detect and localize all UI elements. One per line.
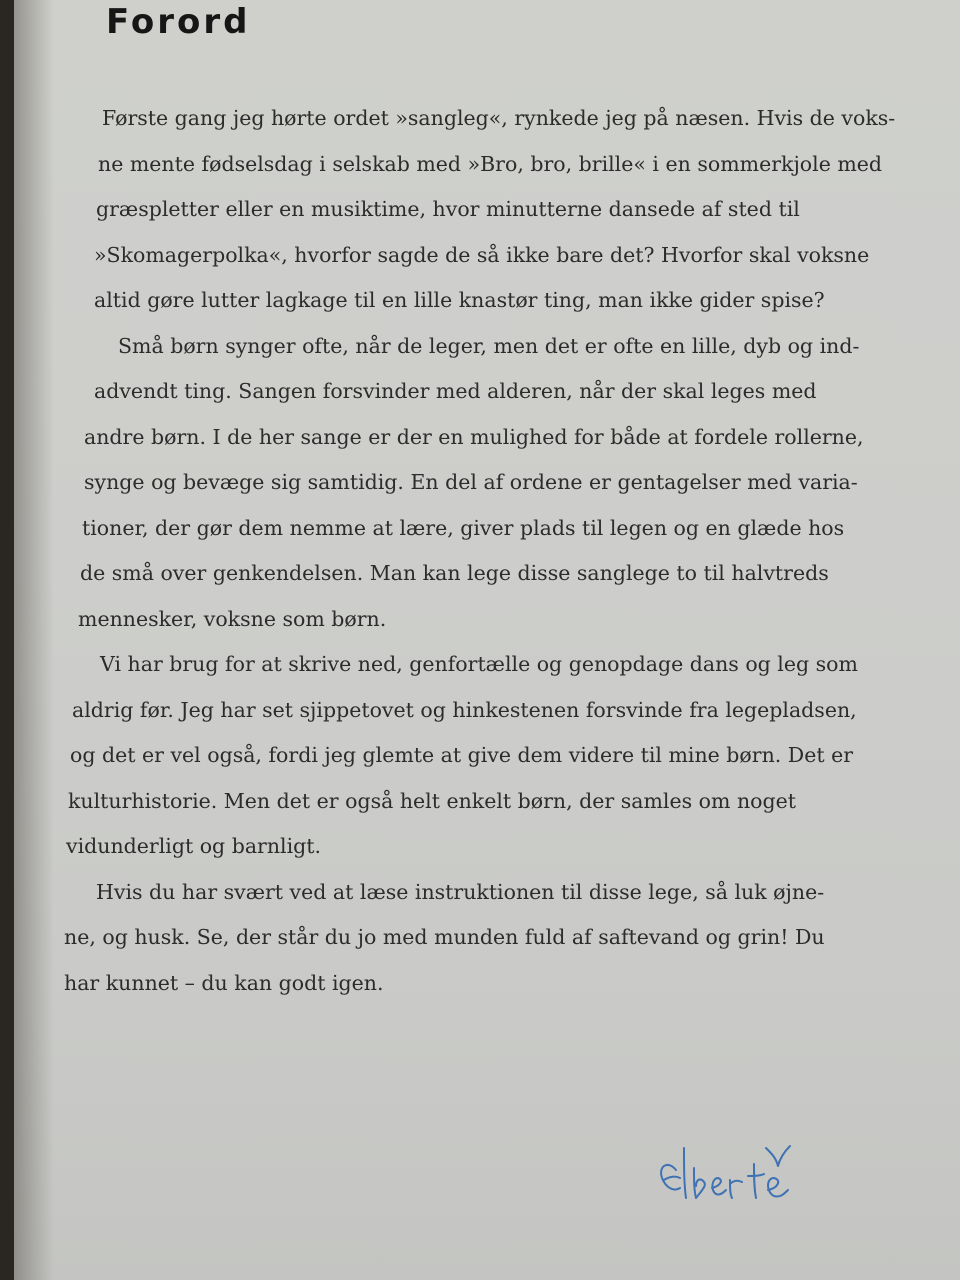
- text-line: Hvis du har svært ved at læse instruktionen til disse lege, så luk øjne-: [96, 879, 825, 904]
- text-line: tioner, der gør dem nemme at lære, giver plads til legen og en glæde hos: [82, 515, 845, 540]
- text-line: har kunnet – du kan godt igen.: [64, 970, 384, 995]
- handwritten-signature: [654, 1140, 814, 1210]
- text-line: Første gang jeg hørte ordet »sangleg«, rynkede jeg på næsen. Hvis de voks-: [102, 106, 896, 130]
- text-line: »Skomagerpolka«, hvorfor sagde de så ikke bare det? Hvorfor skal voksne: [94, 242, 870, 267]
- text-line: ne mente fødselsdag i selskab med »Bro, bro, brille« i en sommerkjole med: [98, 151, 883, 176]
- text-line: aldrig før. Jeg har set sjippetovet og hinkestenen forsvinde fra legepladsen,: [72, 697, 857, 722]
- text-line: mennesker, voksne som børn.: [78, 606, 387, 631]
- text-line: de små over genkendelsen. Man kan lege disse sanglege to til halvtreds: [80, 561, 829, 585]
- text-line: ne, og husk. Se, der står du jo med munden fuld af saftevand og grin! Du: [64, 925, 825, 949]
- text-line: græspletter eller en musiktime, hvor minutterne dansede af sted til: [96, 197, 800, 221]
- text-line: andre børn. I de her sange er der en mulighed for både at fordele rollerne,: [84, 424, 864, 449]
- foreword-body: [64, 96, 904, 1006]
- text-line: vidunderligt og barnligt.: [66, 834, 322, 858]
- book-page: [14, 0, 960, 1280]
- text-line: altid gøre lutter lagkage til en lille knastør ting, man ikke gider spise?: [94, 288, 825, 312]
- text-line: og det er vel også, fordi jeg glemte at give dem videre til mine børn. Det er: [70, 743, 854, 767]
- text-line: advendt ting. Sangen forsvinder med alderen, når der skal leges med: [94, 379, 817, 403]
- text-line: Små børn synger ofte, når de leger, men det er ofte en lille, dyb og ind-: [118, 333, 860, 358]
- text-line: synge og bevæge sig samtidig. En del af ordene er gentagelser med varia-: [84, 470, 858, 494]
- text-line: kulturhistorie. Men det er også helt enkelt børn, der samles om noget: [68, 788, 796, 813]
- text-line: Vi har brug for at skrive ned, genfortælle og genopdage dans og leg som: [100, 652, 858, 676]
- page-heading: Forord: [106, 2, 251, 42]
